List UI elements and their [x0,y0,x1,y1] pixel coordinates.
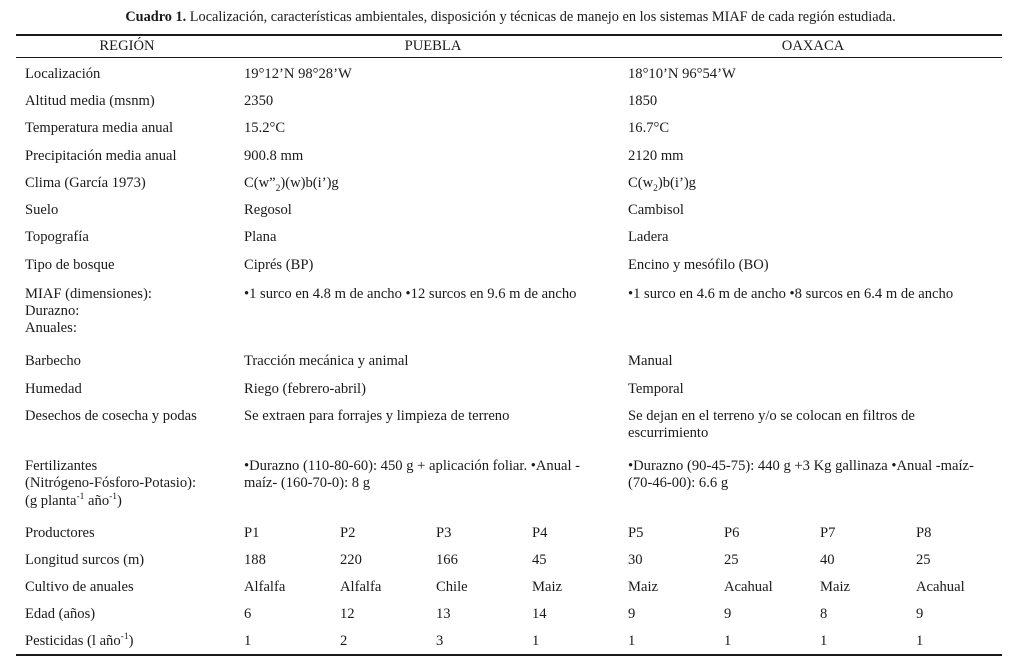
productor-cell: P8 [916,525,932,541]
puebla-precipitacion: 900.8 mm [244,148,304,164]
row-label-suelo: Suelo [25,202,59,218]
puebla-altitud: 2350 [244,93,274,109]
cultivo-cell: Chile [436,579,468,595]
edad-cell: 9 [724,606,732,622]
puebla-topografia: Plana [244,229,277,245]
edad-cell: 14 [532,606,547,622]
longitud-cell: 25 [916,552,931,568]
row-label-clima: Clima (García 1973) [25,175,146,191]
pesticidas-label-part-a: Pesticidas (l año [25,633,121,649]
fert-unit-part-a: (g planta [25,493,77,509]
oaxaca-fertilizantes: •Durazno (90-45-75): 440 g +3 Kg gallinaza •Anual -maíz- (70-46-00): 6.6 g [628,458,974,491]
header-region: REGIÓN [99,38,155,54]
caption-text: Localización, características ambientales, disposición y técnicas de manejo en los sistemas MIAF de cada región estudiada. [186,9,896,25]
fert-unit-sup-1: -1 [76,492,85,503]
pesticidas-cell: 1 [724,633,732,649]
oaxaca-suelo: Cambisol [628,202,684,218]
row-label-bosque: Tipo de bosque [25,257,115,273]
cultivo-cell: Alfalfa [244,579,286,595]
productor-cell: P3 [436,525,452,541]
oaxaca-clima-subscript: 2 [653,183,658,194]
fert-unit-part-c: ) [117,493,122,509]
puebla-clima-part-b: )(w)b(i’)g [280,175,339,191]
row-label-miaf: MIAF (dimensiones): [25,286,152,302]
puebla-fertilizantes: •Durazno (110-80-60): 450 g + aplicación foliar. •Anual -maíz- (160-70-0): 8 g [244,458,581,491]
puebla-clima-part-a: C(w” [244,175,276,191]
puebla-barbecho: Tracción mecánica y animal [244,353,409,369]
longitud-cell: 25 [724,552,739,568]
header-oaxaca: OAXACA [781,38,845,54]
longitud-cell: 40 [820,552,835,568]
row-label-desechos: Desechos de cosecha y podas [25,408,197,424]
header-puebla: PUEBLA [404,38,462,54]
puebla-suelo: Regosol [244,202,292,218]
puebla-localizacion: 19°12’N 98°28’W [244,66,352,82]
oaxaca-clima-part-a: C(w [628,175,654,191]
edad-cell: 9 [916,606,924,622]
row-label-temperatura: Temperatura media anual [25,120,174,136]
longitud-cell: 30 [628,552,643,568]
fert-unit-sup-2: -1 [109,492,118,503]
row-label-topografia: Topografía [25,229,89,245]
oaxaca-localizacion: 18°10’N 96°54’W [628,66,736,82]
row-label-humedad: Humedad [25,381,82,397]
pesticidas-cell: 1 [532,633,540,649]
row-label-fertilizantes-npk: (Nitrógeno-Fósforo-Potasio): [25,475,197,491]
edad-cell: 8 [820,606,828,622]
pesticidas-cell: 3 [436,633,444,649]
productor-cell: P5 [628,525,644,541]
longitud-cell: 220 [340,552,362,568]
row-label-fertilizantes: Fertilizantes [25,458,98,474]
edad-cell: 6 [244,606,252,622]
oaxaca-temperatura: 16.7°C [628,120,670,136]
oaxaca-barbecho: Manual [628,353,673,369]
oaxaca-altitud: 1850 [628,93,658,109]
puebla-temperatura: 15.2°C [244,120,286,136]
row-label-longitud: Longitud surcos (m) [25,552,145,568]
pesticidas-cell: 1 [820,633,828,649]
longitud-cell: 45 [532,552,547,568]
oaxaca-precipitacion: 2120 mm [628,148,684,164]
table-top-rule [16,34,1002,36]
pesticidas-label-sup: -1 [120,632,129,643]
productor-cell: P6 [724,525,740,541]
oaxaca-desechos: Se dejan en el terreno y/o se colocan en filtros de escurrimiento [628,408,915,441]
oaxaca-humedad: Temporal [628,381,684,397]
row-label-localizacion: Localización [25,66,101,82]
edad-cell: 9 [628,606,636,622]
cultivo-cell: Maiz [820,579,850,595]
oaxaca-topografia: Ladera [628,229,669,245]
cultivo-cell: Acahual [916,579,965,595]
puebla-humedad: Riego (febrero-abril) [244,381,366,397]
fert-unit-part-b: año [84,493,110,509]
table-header-rule [16,57,1002,58]
oaxaca-miaf: •1 surco en 4.6 m de ancho •8 surcos en 6.4 m de ancho [628,286,954,302]
row-label-miaf-durazno: Durazno: [25,303,80,319]
edad-cell: 12 [340,606,355,622]
pesticidas-cell: 1 [244,633,252,649]
pesticidas-label-part-b: ) [128,633,134,649]
pesticidas-cell: 1 [916,633,924,649]
puebla-clima [244,175,339,192]
oaxaca-bosque: Encino y mesófilo (BO) [628,257,769,273]
caption-label: Cuadro 1. [125,9,187,25]
row-label-miaf-anuales: Anuales: [25,320,77,336]
puebla-miaf: •1 surco en 4.8 m de ancho •12 surcos en 9.6 m de ancho [244,286,577,302]
cultivo-cell: Alfalfa [340,579,382,595]
productor-cell: P1 [244,525,260,541]
puebla-desechos: Se extraen para forrajes y limpieza de terreno [244,408,510,424]
table-caption [0,9,1021,26]
row-label-productores: Productores [25,525,95,541]
productor-cell: P7 [820,525,836,541]
pesticidas-cell: 2 [340,633,348,649]
pesticidas-cell: 1 [628,633,636,649]
row-label-precipitacion: Precipitación media anual [25,148,177,164]
productor-cell: P2 [340,525,356,541]
oaxaca-clima-part-b: )b(i’)g [657,175,696,191]
cultivo-cell: Maiz [532,579,562,595]
puebla-bosque: Ciprés (BP) [244,257,314,273]
longitud-cell: 166 [436,552,458,568]
row-label-fertilizantes-unit [25,493,122,510]
row-label-cultivo: Cultivo de anuales [25,579,134,595]
row-label-altitud: Altitud media (msnm) [25,93,155,109]
row-label-barbecho: Barbecho [25,353,81,369]
cultivo-cell: Maiz [628,579,658,595]
longitud-cell: 188 [244,552,266,568]
productor-cell: P4 [532,525,548,541]
edad-cell: 13 [436,606,451,622]
row-label-pesticidas [25,633,133,650]
cultivo-cell: Acahual [724,579,773,595]
table-bottom-rule [16,654,1002,656]
puebla-clima-subscript: 2 [275,183,281,194]
row-label-edad: Edad (años) [25,606,96,622]
oaxaca-clima [628,175,696,192]
